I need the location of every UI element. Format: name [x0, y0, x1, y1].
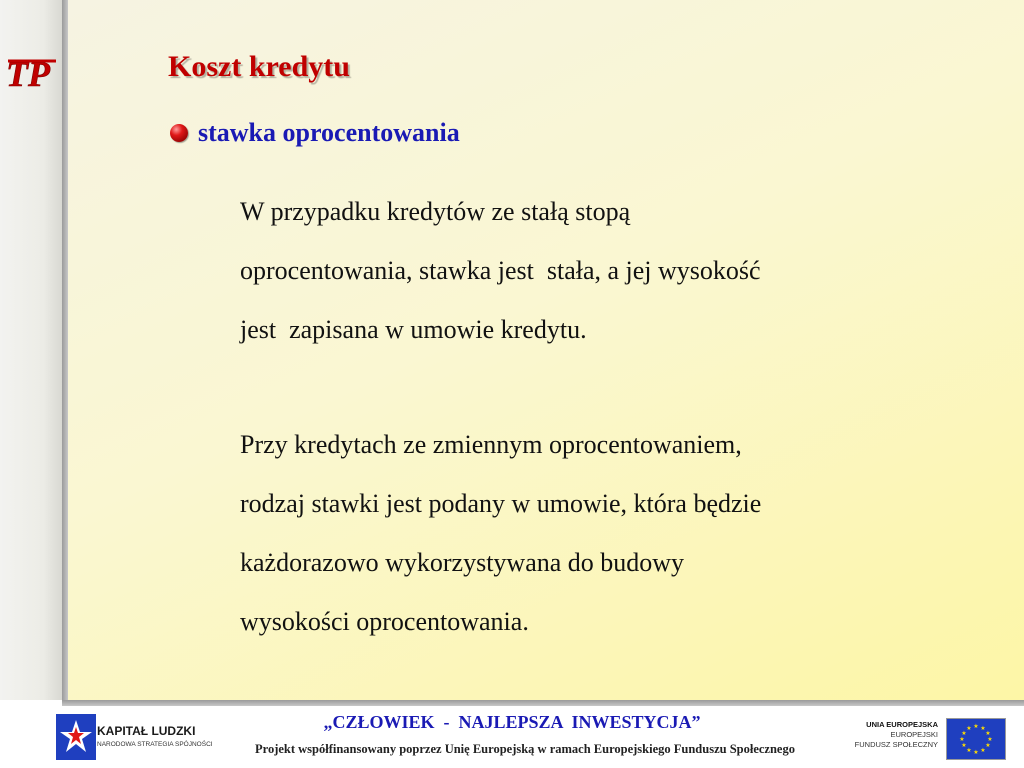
bullet-icon — [170, 124, 188, 142]
svg-text:★: ★ — [959, 736, 965, 743]
kapital-ludzki-subtitle: NARODOWA STRATEGIA SPÓJNOŚCI — [97, 741, 213, 748]
text-line: wysokości oprocentowania. — [240, 607, 529, 636]
eu-fund-line1: EUROPEJSKI — [890, 730, 938, 739]
svg-text:★: ★ — [985, 730, 991, 737]
svg-text:★: ★ — [980, 747, 986, 754]
paragraph-fixed-rate — [240, 182, 960, 359]
svg-text:★: ★ — [966, 725, 972, 732]
text-line: rodzaj stawki jest podany w umowie, która będzie — [240, 489, 762, 518]
svg-text:★: ★ — [980, 725, 986, 732]
text-line: oprocentowania, stawka jest stała, a jej wysokość — [240, 256, 761, 285]
footer-slogan: „CZŁOWIEK - NAJLEPSZA INWESTYCJA” — [323, 712, 701, 732]
subtitle-text: stawka oprocentowania — [198, 118, 460, 147]
tp-logo-icon — [4, 52, 60, 96]
eu-name: UNIA EUROPEJSKA — [866, 720, 938, 729]
left-sidebar-strip — [0, 0, 62, 700]
svg-text:★: ★ — [987, 736, 993, 743]
svg-text:★: ★ — [973, 723, 979, 730]
svg-text:★: ★ — [961, 742, 967, 749]
svg-text:★: ★ — [966, 747, 972, 754]
text-line: jest zapisana w umowie kredytu. — [240, 315, 587, 344]
subtitle-row — [170, 116, 460, 150]
svg-text:★: ★ — [985, 742, 991, 749]
eu-fund-line2: FUNDUSZ SPOŁECZNY — [854, 740, 938, 749]
text-line: każdorazowo wykorzystywana do budowy — [240, 548, 685, 577]
svg-text:★: ★ — [961, 730, 967, 737]
slide-left-border — [62, 0, 68, 706]
eu-logo-text — [838, 720, 938, 750]
svg-text:TP: TP — [6, 54, 50, 94]
footer-description: Projekt współfinansowany poprzez Unię Europejską w ramach Europejskiego Funduszu Społecznego — [255, 742, 795, 756]
svg-text:★: ★ — [973, 749, 979, 756]
eu-logo — [842, 716, 1022, 762]
slide-title: Koszt kredytu — [168, 50, 350, 83]
kapital-ludzki-title: KAPITAŁ LUDZKI — [97, 724, 196, 738]
paragraph-variable-rate — [240, 415, 960, 651]
text-line: Przy kredytach ze zmiennym oprocentowaniem, — [240, 430, 742, 459]
footer-bar — [0, 706, 1024, 768]
text-line: W przypadku kredytów ze stałą stopą — [240, 197, 631, 226]
eu-flag-icon — [946, 718, 1006, 760]
